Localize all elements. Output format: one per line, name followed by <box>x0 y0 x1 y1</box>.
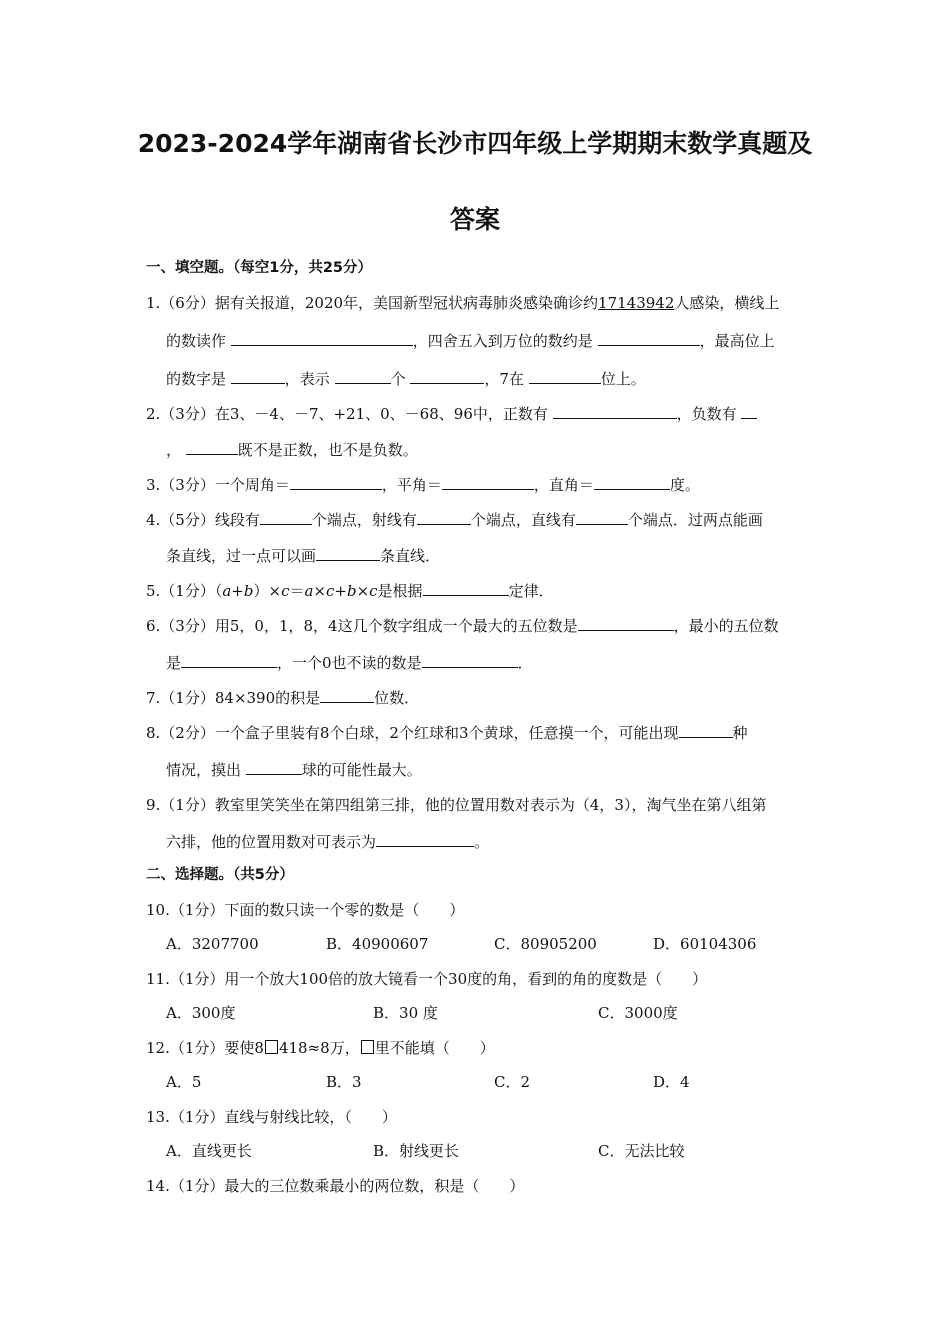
empty-box-icon <box>265 1040 278 1054</box>
answer-blank[interactable] <box>260 509 312 525</box>
answer-blank[interactable] <box>181 652 277 668</box>
answer-blank[interactable] <box>417 509 471 525</box>
q13-option-c[interactable]: C．无法比较 <box>598 1142 685 1160</box>
question-10-stem: 10.（1分）下面的数只读一个零的数是（ ） <box>146 901 465 919</box>
question-7: 7.（1分）84×390的积是 位数． <box>146 689 420 707</box>
answer-blank[interactable] <box>186 439 238 455</box>
q10-option-c[interactable]: C．80905200 <box>494 935 597 953</box>
question-4-line-1: 4.（5分）线段有 个端点，射线有 个端点，直线有 个端点．过两点能画 <box>146 511 763 529</box>
document-title-line-2: 答案 <box>449 205 500 234</box>
answer-blank[interactable] <box>598 330 700 346</box>
q13-option-a[interactable]: A．直线更长 <box>166 1142 252 1160</box>
question-9-line-1: 9.（1分）教室里笑笑坐在第四组第三排，他的位置用数对表示为（4，3），淘气坐在第八组第 <box>146 796 767 814</box>
q10-option-b[interactable]: B．40900607 <box>326 935 429 953</box>
question-6-line-1: 6.（3分）用5，0，1，8，4这几个数字组成一个最大的五位数是 ，最小的五位数 <box>146 617 779 635</box>
question-9-line-2: 六排，他的位置用数对可表示为 。 <box>166 833 490 851</box>
question-5: 5.（1分）（a+b）×c＝a×c+b×c是根据 定律． <box>146 582 554 600</box>
answer-blank[interactable] <box>529 368 601 384</box>
question-1-line-1: 1.（6分）据有关报道，2020年，美国新型冠状病毒肺炎感染确诊约17143942人感染，横线上 <box>146 294 780 312</box>
question-14-stem: 14.（1分）最大的三位数乘最小的两位数，积是（ ） <box>146 1177 525 1195</box>
answer-blank[interactable] <box>335 368 391 384</box>
answer-blank[interactable] <box>423 580 509 596</box>
question-2-line-1: 2.（3分）在3、－4、－7、+21、0、－68、96中，正数有 ，负数有 <box>146 403 757 424</box>
answer-blank[interactable] <box>316 545 380 561</box>
empty-box-icon <box>361 1040 374 1054</box>
q11-option-c[interactable]: C．3000度 <box>598 1004 678 1022</box>
answer-blank[interactable] <box>741 403 757 419</box>
question-8-line-1: 8.（2分）一个盒子里装有8个白球，2个红球和3个黄球，任意摸一个，可能出现 种 <box>146 724 748 742</box>
answer-blank[interactable] <box>320 687 374 703</box>
answer-blank[interactable] <box>422 652 518 668</box>
answer-blank[interactable] <box>576 509 628 525</box>
answer-blank[interactable] <box>231 368 285 384</box>
question-2-line-2: ， 既不是正数，也不是负数。 <box>166 441 418 459</box>
question-4-line-2: 条直线，过一点可以画 条直线． <box>166 547 441 565</box>
q12-option-a[interactable]: A．5 <box>166 1073 202 1091</box>
q12-option-d[interactable]: D．4 <box>653 1073 690 1091</box>
question-6-line-2: 是 ，一个0也不读的数是 ． <box>166 654 533 672</box>
question-12-stem: 12.（1分）要使8 418≈8万， 里不能填（ ） <box>146 1039 495 1057</box>
q12-option-b[interactable]: B．3 <box>326 1073 362 1091</box>
q10-option-a[interactable]: A．3207700 <box>166 935 259 953</box>
question-1-line-2: 的数读作 ，四舍五入到万位的数约是 ，最高位上 <box>166 332 775 350</box>
answer-blank[interactable] <box>246 759 302 775</box>
question-13-stem: 13.（1分）直线与射线比较，（ ） <box>146 1108 397 1126</box>
answer-blank[interactable] <box>290 474 382 490</box>
answer-blank[interactable] <box>553 403 677 419</box>
answer-blank[interactable] <box>376 831 474 847</box>
answer-blank[interactable] <box>679 722 733 738</box>
answer-blank[interactable] <box>594 474 670 490</box>
answer-blank[interactable] <box>231 330 413 346</box>
q12-option-c[interactable]: C．2 <box>494 1073 531 1091</box>
section-1-heading: 一、填空题。（每空1分，共25分） <box>146 260 373 276</box>
question-11-stem: 11.（1分）用一个放大100倍的放大镜看一个30度的角，看到的角的度数是（ ） <box>146 970 708 988</box>
question-3: 3.（3分）一个周角＝ ，平角＝ ，直角＝ 度。 <box>146 476 700 494</box>
q11-option-b[interactable]: B．30 度 <box>373 1004 438 1022</box>
answer-blank[interactable] <box>442 474 534 490</box>
question-1-line-3: 的数字是 ，表示 个 ，7在 位上。 <box>166 370 646 388</box>
q11-option-a[interactable]: A．300度 <box>166 1004 236 1022</box>
answer-blank[interactable] <box>578 615 674 631</box>
q10-option-d[interactable]: D．60104306 <box>653 935 757 953</box>
q13-option-b[interactable]: B．射线更长 <box>373 1142 460 1160</box>
question-8-line-2: 情况，摸出 球的可能性最大。 <box>166 761 422 779</box>
section-2-heading: 二、选择题。（共5分） <box>146 867 294 883</box>
infected-number: 17143942 <box>598 294 675 312</box>
answer-blank[interactable] <box>410 368 484 384</box>
document-title-line-1: 2023-2024学年湖南省长沙市四年级上学期期末数学真题及 <box>137 129 813 158</box>
